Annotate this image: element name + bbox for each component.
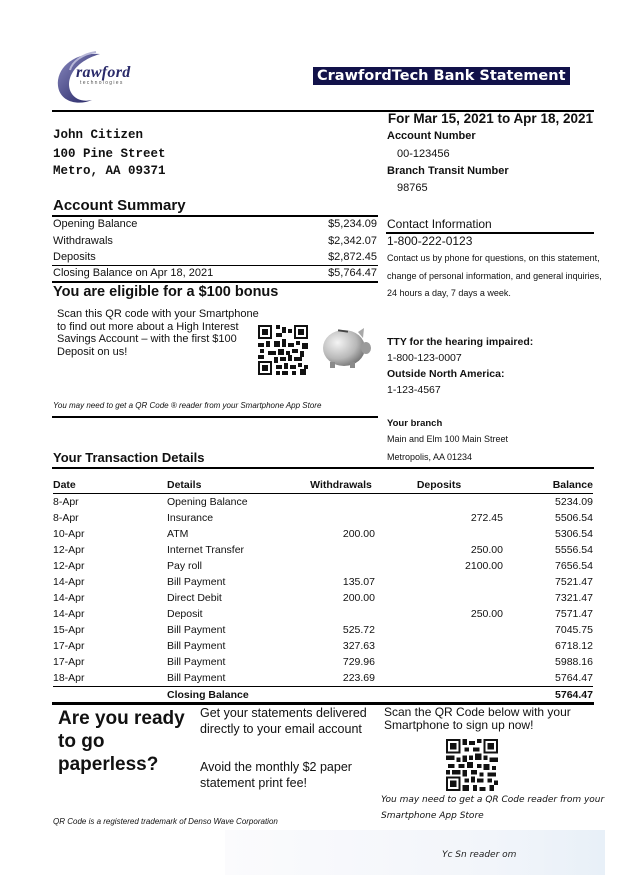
customer-name: John Citizen bbox=[53, 128, 144, 142]
faded-overlay bbox=[225, 830, 605, 875]
account-number-label: Account Number bbox=[387, 130, 476, 142]
summary-label: Closing Balance on Apr 18, 2021 bbox=[53, 267, 214, 279]
table-row bbox=[53, 574, 593, 590]
transit-number-label: Branch Transit Number bbox=[387, 165, 509, 177]
details-cell: Bill Payment bbox=[167, 656, 226, 668]
details-cell: Direct Debit bbox=[167, 592, 222, 604]
transit-number: 98765 bbox=[397, 182, 428, 194]
contact-title: Contact Information bbox=[387, 217, 492, 231]
deposit-cell: 250.00 bbox=[470, 608, 503, 620]
withdrawal-cell: 729.96 bbox=[342, 656, 375, 668]
balance-cell: 5988.16 bbox=[555, 656, 593, 668]
trademark-note: QR Code is a registered trademark of Denso Wave Corporation bbox=[53, 817, 278, 826]
signup-qr-code-icon[interactable] bbox=[446, 739, 498, 791]
deposit-cell bbox=[375, 654, 503, 670]
withdrawal-cell bbox=[307, 494, 375, 511]
summary-label: Withdrawals bbox=[53, 235, 113, 247]
table-row bbox=[53, 590, 593, 606]
column-withdrawals: Withdrawals bbox=[307, 477, 375, 494]
withdrawal-cell: 200.00 bbox=[342, 592, 375, 604]
summary-label: Opening Balance bbox=[53, 218, 138, 230]
details-cell: Insurance bbox=[167, 512, 214, 524]
balance-cell: 5764.47 bbox=[555, 672, 593, 684]
qr-reader-note: You may need to get a QR Code ® reader from your Smartphone App Store bbox=[53, 401, 322, 410]
balance-cell: 7321.47 bbox=[555, 592, 593, 604]
date-cell: 18-Apr bbox=[53, 672, 85, 684]
transactions-table bbox=[53, 477, 593, 703]
summary-bottom-rule bbox=[52, 281, 378, 283]
details-cell: Internet Transfer bbox=[167, 544, 245, 556]
details-cell: ATM bbox=[167, 528, 189, 540]
withdrawal-cell: 327.63 bbox=[342, 640, 375, 652]
contact-phone[interactable]: 1-800-222-0123 bbox=[387, 234, 473, 248]
outside-phone[interactable]: 1-123-4567 bbox=[387, 384, 441, 396]
withdrawal-cell bbox=[307, 606, 375, 622]
withdrawal-cell: 200.00 bbox=[342, 528, 375, 540]
qr-code-icon[interactable] bbox=[258, 325, 308, 375]
signup-scan-text: Scan the QR Code below with your Smartphone to sign up now! bbox=[384, 705, 571, 732]
table-header-row bbox=[53, 477, 593, 494]
details-cell: Deposit bbox=[167, 608, 203, 620]
paperless-text-email: Get your statements delivered directly to your email account bbox=[200, 706, 367, 736]
summary-row-withdrawals bbox=[53, 233, 377, 249]
closing-balance-value: 5764.47 bbox=[503, 687, 593, 704]
withdrawal-cell bbox=[307, 542, 375, 558]
paperless-text-fee: Avoid the monthly $2 paper statement print fee! bbox=[200, 760, 352, 790]
details-cell: Opening Balance bbox=[167, 496, 248, 508]
table-row bbox=[53, 670, 593, 687]
date-cell: 8-Apr bbox=[53, 512, 79, 524]
balance-cell: 7656.54 bbox=[555, 560, 593, 572]
date-cell: 14-Apr bbox=[53, 592, 85, 604]
withdrawal-cell: 135.07 bbox=[342, 576, 375, 588]
tty-label: TTY for the hearing impaired: bbox=[387, 336, 534, 348]
withdrawal-cell bbox=[307, 510, 375, 526]
table-row bbox=[53, 494, 593, 511]
bonus-text: Scan this QR code with your Smartphone to find out more about a High Interest Savings Account – with the first $100 Deposit on us! bbox=[57, 308, 259, 358]
signup-qr-reader-note: You may need to get a QR Code reader from your Smartphone App Store bbox=[381, 795, 605, 821]
tty-phone[interactable]: 1-800-123-0007 bbox=[387, 352, 462, 364]
column-date: Date bbox=[53, 477, 167, 494]
withdrawal-cell: 223.69 bbox=[342, 672, 375, 684]
column-deposits: Deposits bbox=[375, 477, 503, 494]
summary-value: $2,872.45 bbox=[328, 251, 377, 263]
column-balance: Balance bbox=[503, 477, 593, 494]
date-cell: 17-Apr bbox=[53, 640, 85, 652]
branch-label: Your branch bbox=[387, 418, 443, 429]
deposit-cell bbox=[375, 622, 503, 638]
bonus-bottom-rule bbox=[52, 416, 378, 418]
details-cell: Bill Payment bbox=[167, 640, 226, 652]
date-cell: 15-Apr bbox=[53, 624, 85, 636]
branch-line2: Metropolis, AA 01234 bbox=[387, 452, 473, 462]
summary-value: $5,234.09 bbox=[328, 218, 377, 230]
balance-cell: 5306.54 bbox=[555, 528, 593, 540]
details-cell: Bill Payment bbox=[167, 624, 226, 636]
deposit-cell bbox=[375, 590, 503, 606]
column-details: Details bbox=[167, 477, 307, 494]
deposit-cell: 2100.00 bbox=[465, 560, 503, 572]
summary-row-closing bbox=[53, 265, 377, 281]
logo-tagline: technologies bbox=[80, 80, 124, 86]
balance-cell: 6718.12 bbox=[555, 640, 593, 652]
date-cell: 14-Apr bbox=[53, 576, 85, 588]
closing-balance-label: Closing Balance bbox=[167, 687, 307, 704]
date-cell: 17-Apr bbox=[53, 656, 85, 668]
deposit-cell bbox=[375, 687, 503, 704]
table-row bbox=[53, 542, 593, 558]
table-row bbox=[53, 638, 593, 654]
summary-row-deposits bbox=[53, 249, 377, 265]
balance-cell: 7045.75 bbox=[555, 624, 593, 636]
details-cell: Pay roll bbox=[167, 560, 203, 572]
logo-wordmark: rawford bbox=[76, 64, 131, 81]
balance-cell: 5506.54 bbox=[555, 512, 593, 524]
account-summary-title: Account Summary bbox=[53, 197, 186, 214]
deposit-cell bbox=[375, 638, 503, 654]
details-cell: Bill Payment bbox=[167, 576, 226, 588]
summary-value: $5,764.47 bbox=[328, 267, 377, 279]
balance-cell: 5234.09 bbox=[555, 496, 593, 508]
deposit-cell bbox=[375, 494, 503, 511]
customer-street: 100 Pine Street bbox=[53, 147, 166, 161]
withdrawal-cell bbox=[307, 687, 375, 704]
faded-text: Yc Sn reader om bbox=[442, 850, 517, 860]
balance-cell: 7521.47 bbox=[555, 576, 593, 588]
table-row bbox=[53, 510, 593, 526]
table-row bbox=[53, 622, 593, 638]
customer-city: Metro, AA 09371 bbox=[53, 164, 166, 178]
summary-value: $2,342.07 bbox=[328, 235, 377, 247]
piggy-bank-icon bbox=[320, 322, 372, 370]
date-cell: 8-Apr bbox=[53, 496, 79, 508]
balance-cell: 5556.54 bbox=[555, 544, 593, 556]
withdrawal-cell: 525.72 bbox=[342, 624, 375, 636]
summary-label: Deposits bbox=[53, 251, 96, 263]
deposit-cell: 272.45 bbox=[470, 512, 503, 524]
details-cell: Bill Payment bbox=[167, 672, 226, 684]
deposit-cell bbox=[375, 670, 503, 687]
transactions-title: Your Transaction Details bbox=[53, 450, 205, 465]
statement-period: For Mar 15, 2021 to Apr 18, 2021 bbox=[387, 111, 593, 126]
balance-cell: 7571.47 bbox=[555, 608, 593, 620]
deposit-cell bbox=[375, 574, 503, 590]
statement-title: CrawfordTech Bank Statement bbox=[313, 67, 570, 85]
branch-line1: Main and Elm 100 Main Street bbox=[387, 434, 509, 444]
closing-balance-row bbox=[53, 687, 593, 704]
table-row bbox=[53, 558, 593, 574]
summary-row-opening bbox=[53, 216, 377, 232]
withdrawal-cell bbox=[307, 558, 375, 574]
deposit-cell bbox=[375, 526, 503, 542]
date-cell: 10-Apr bbox=[53, 528, 85, 540]
contact-description: Contact us by phone for questions, on this statement, change of personal information, and general inquiries, 24 hours a day, 7 days a week. bbox=[387, 253, 602, 298]
paperless-question: Are you ready to go paperless? bbox=[58, 708, 185, 775]
table-row bbox=[53, 606, 593, 622]
date-cell: 12-Apr bbox=[53, 544, 85, 556]
account-number: 00-123456 bbox=[397, 148, 450, 160]
date-cell: 12-Apr bbox=[53, 560, 85, 572]
bonus-title: You are eligible for a $100 bonus bbox=[53, 284, 279, 300]
date-cell: 14-Apr bbox=[53, 608, 85, 620]
table-row bbox=[53, 654, 593, 670]
transactions-top-rule bbox=[52, 467, 594, 469]
table-row bbox=[53, 526, 593, 542]
outside-label: Outside North America: bbox=[387, 368, 505, 380]
date-cell bbox=[53, 687, 167, 704]
deposit-cell: 250.00 bbox=[470, 544, 503, 556]
